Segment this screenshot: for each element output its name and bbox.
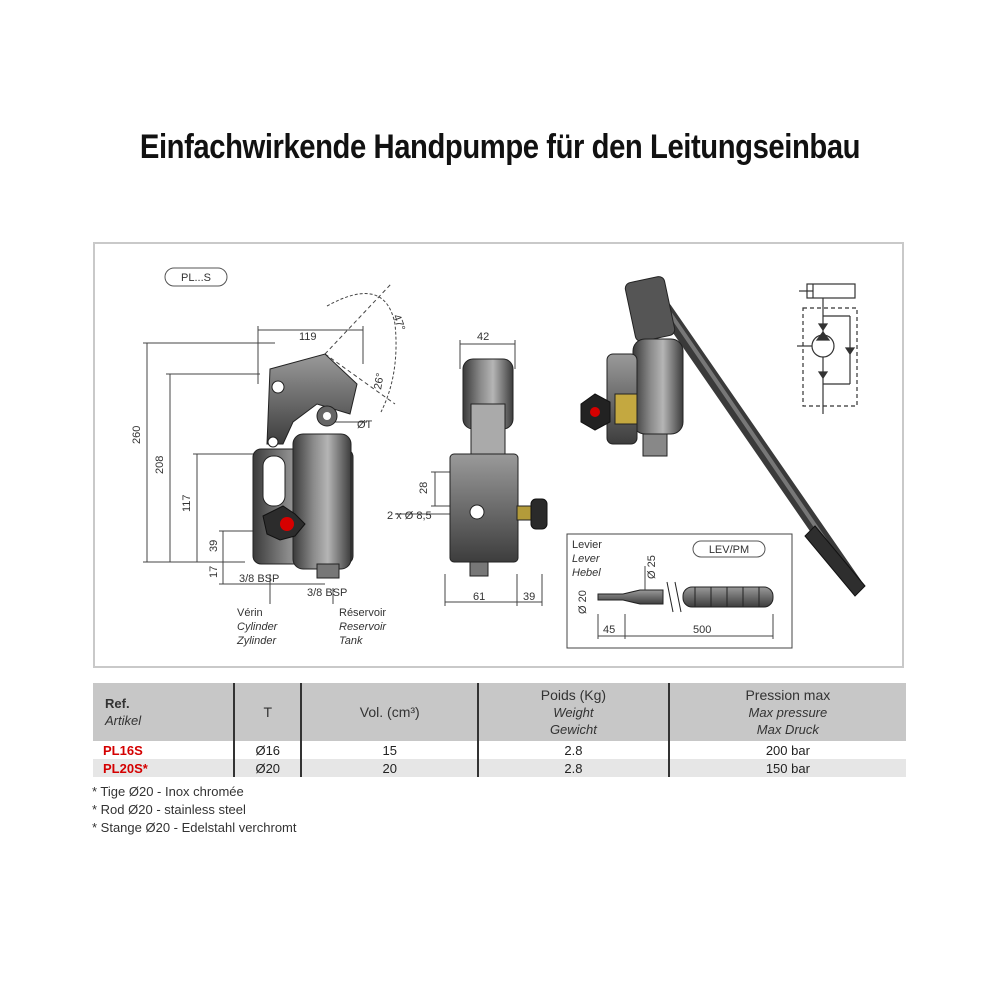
- angle-26: 26°: [372, 372, 387, 391]
- lever-bar: [598, 582, 773, 612]
- footnote: * Stange Ø20 - Edelstahl verchromt: [92, 820, 297, 835]
- dim-42: 42: [477, 331, 490, 343]
- spec-table-header: [93, 683, 906, 741]
- lever-label-en: Lever: [572, 553, 600, 565]
- cylinder-label-fr: Vérin: [237, 607, 263, 619]
- dim-208: 208: [154, 455, 166, 474]
- dim-phi20: Ø 20: [577, 590, 589, 614]
- dim-117: 117: [181, 494, 193, 512]
- cell-ref: PL16S: [103, 742, 143, 758]
- cylinder-port-label: 3/8 BSP: [239, 573, 280, 585]
- header-ref: Ref. Artikel: [93, 683, 234, 741]
- tank-label-de: Tank: [339, 635, 363, 647]
- dim-500: 500: [693, 624, 712, 636]
- tank-port-label: 3/8 BSP: [307, 587, 348, 599]
- dim-phi25: Ø 25: [646, 555, 658, 579]
- dim-45: 45: [603, 624, 616, 636]
- lever-tag: LEV/PM: [708, 544, 750, 556]
- dim-61: 61: [473, 591, 486, 603]
- side-pump-body: [450, 359, 547, 576]
- cell-pressure: 150 bar: [669, 759, 906, 777]
- footnotes: [92, 783, 297, 837]
- cell-vol: 15: [301, 741, 478, 759]
- cell-t: Ø16: [234, 741, 301, 759]
- cell-weight: 2.8: [478, 741, 669, 759]
- spec-table: [93, 683, 906, 777]
- dim-260: 260: [131, 425, 143, 444]
- header-pressure: Pression max Max pressure Max Druck: [669, 683, 906, 741]
- dim-17: 17: [208, 565, 220, 578]
- cell-ref: PL20S*: [93, 759, 234, 777]
- cell-vol: 20: [301, 759, 478, 777]
- cylinder-label-de: Zylinder: [237, 635, 277, 647]
- header-t: T: [234, 683, 301, 741]
- front-pump-body: [253, 354, 357, 578]
- phi-t: ØT: [357, 419, 373, 431]
- series-tag: PL...S: [181, 272, 211, 284]
- cylinder-label-en: Cylinder: [237, 621, 278, 633]
- dim-holes: 2 x Ø 8,5: [387, 510, 432, 522]
- header-weight: Poids (Kg) Weight Gewicht: [478, 683, 669, 741]
- angle-47: 47°: [390, 312, 408, 333]
- table-row: [93, 741, 906, 759]
- cell-weight: 2.8: [478, 759, 669, 777]
- hydraulic-symbol: [797, 284, 857, 414]
- footnote: * Tige Ø20 - Inox chromée: [92, 784, 244, 799]
- footnote: * Rod Ø20 - stainless steel: [92, 802, 246, 817]
- header-vol: Vol. (cm³): [301, 683, 478, 741]
- table-row: [93, 759, 906, 777]
- dim-119: 119: [299, 331, 317, 343]
- lever-label-fr: Levier: [572, 539, 602, 551]
- cell-t: Ø20: [234, 759, 301, 777]
- drawing-canvas: [95, 244, 902, 666]
- dim-28: 28: [418, 481, 430, 494]
- technical-drawing: [93, 242, 904, 668]
- cell-pressure: 200 bar: [669, 741, 906, 759]
- tank-label-fr: Réservoir: [339, 607, 387, 619]
- page-title: Einfachwirkende Handpumpe für den Leitungseinbau: [139, 128, 861, 166]
- tank-label-en: Reservoir: [339, 621, 387, 633]
- lever-label-de: Hebel: [572, 567, 601, 579]
- dim-39: 39: [208, 539, 220, 552]
- dim-39b: 39: [523, 591, 536, 603]
